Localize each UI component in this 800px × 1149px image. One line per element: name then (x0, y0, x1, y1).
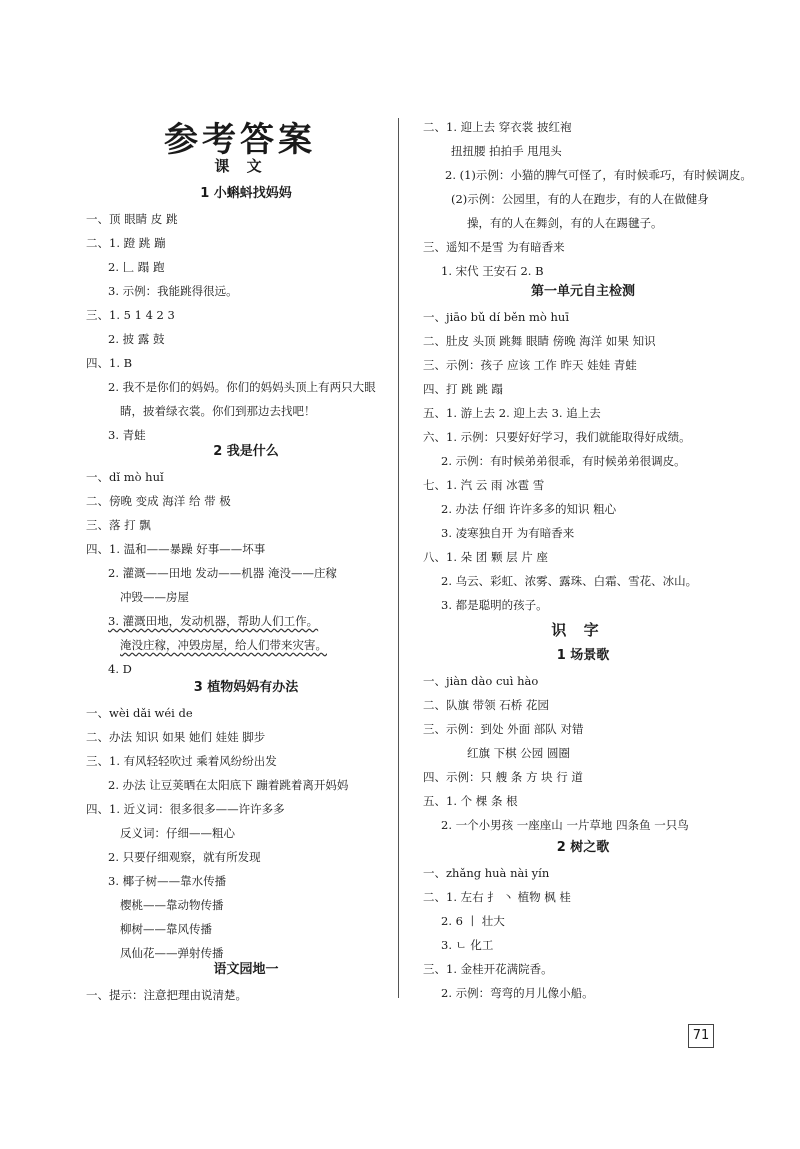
garden-heading-1: 语文园地一 (213, 962, 279, 977)
answer-line: 2. 披 露 鼓 (108, 332, 165, 346)
answer-line: 三、遥知不是雪 为有暗香来 (423, 240, 565, 254)
answer-line: 四、打 跳 跳 蹋 (423, 382, 503, 396)
answer-line: 2. 办法 让豆荚晒在太阳底下 蹦着跳着离开妈妈 (108, 778, 349, 792)
answer-line: 2. 乌云、彩虹、浓雾、露珠、白霜、雪花、冰山。 (441, 574, 698, 588)
answer-line: (2)示例：公园里，有的人在跑步，有的人在做健身 (451, 192, 709, 206)
answer-line: 二、1. 迎上去 穿衣裳 披红袍 (423, 120, 572, 134)
answer-line: 2. 一个小男孩 一座座山 一片草地 四条鱼 一只鸟 (441, 818, 689, 832)
answer-line: 2. 灌溉——田地 发动——机器 淹没——庄稼 (108, 566, 337, 580)
answer-line: 四、1. B (86, 356, 133, 370)
answer-line: 一、顶 眼睛 皮 跳 (86, 212, 178, 226)
answer-line: 八、1. 朵 团 颗 层 片 座 (423, 550, 548, 564)
answer-line: 五、1. 游上去 2. 迎上去 3. 追上去 (423, 406, 601, 420)
shizi-heading-2: 2 树之歌 (556, 840, 610, 855)
answer-line: 2. 只要仔细观察，就有所发现 (108, 850, 261, 864)
lesson-heading-3: 3 植物妈妈有办法 (193, 680, 299, 695)
answer-line: 扭扭腰 拍拍手 甩甩头 (451, 144, 562, 158)
page-title: 参考答案 (164, 120, 316, 160)
answer-line: 一、dǐ mò huǐ (86, 470, 164, 484)
answer-line: 一、jiāo bǔ dí běn mò huī (423, 310, 570, 324)
answer-line: 一、wèi dǎi wéi de (86, 706, 193, 720)
answer-line: 一、提示：注意把理由说清楚。 (86, 988, 247, 1002)
answer-line: 2. 示例：弯弯的月儿像小船。 (441, 986, 594, 1000)
answer-line: 操，有的人在舞剑，有的人在踢毽子。 (467, 216, 663, 230)
answer-line: 红旗 下棋 公园 圆圈 (467, 746, 570, 760)
answer-line: 三、示例：到处 外面 部队 对错 (423, 722, 584, 736)
answer-line: 2. 6 丨 壮大 (441, 914, 505, 928)
section-heading-kewen: 课 文 (214, 157, 268, 175)
answer-line: 1. 宋代 王安石 2. B (441, 264, 544, 278)
answer-line: 2. (1)示例：小猫的脾气可怪了，有时候乖巧，有时候调皮。 (445, 168, 752, 182)
answer-line: 六、1. 示例：只要好好学习，我们就能取得好成绩。 (423, 430, 691, 444)
answer-line: 二、1. 蹬 跳 蹦 (86, 236, 166, 250)
answer-line: 四、1. 近义词：很多很多——许许多多 (86, 802, 285, 816)
answer-line-underlined: 3. 灌溉田地，发动机器，帮助人们工作。 (108, 614, 319, 628)
answer-line: 二、1. 左右 扌 丶 植物 枫 桂 (423, 890, 571, 904)
answer-line: 二、傍晚 变成 海洋 给 带 极 (86, 494, 231, 508)
answer-line: 3. 示例：我能跳得很远。 (108, 284, 238, 298)
answer-line: 4. D (108, 662, 132, 676)
answer-line: 樱桃——靠动物传播 (120, 898, 224, 912)
section-heading-shizi: 识 字 (551, 621, 605, 639)
answer-line: 三、示例：孩子 应该 工作 昨天 娃娃 青蛙 (423, 358, 637, 372)
answer-line: 四、1. 温和——暴躁 好事——坏事 (86, 542, 266, 556)
answer-line: 三、1. 有风轻轻吹过 乘着风纷纷出发 (86, 754, 277, 768)
answer-line: 3. 凌寒独自开 为有暗香来 (441, 526, 575, 540)
answer-line: 五、1. 个 棵 条 根 (423, 794, 518, 808)
answer-line-underlined: 淹没庄稼，冲毁房屋，给人们带来灾害。 (120, 638, 327, 652)
shizi-heading-1: 1 场景歌 (556, 648, 610, 663)
answer-line: 3. 青蛙 (108, 428, 146, 442)
answer-line: 2. 𠃊 蹋 跑 (108, 260, 165, 274)
answer-line: 二、队旗 带领 石桥 花园 (423, 698, 549, 712)
page-number: 71 (688, 1024, 714, 1048)
answer-line: 三、1. 金桂开花满院香。 (423, 962, 553, 976)
answer-line: 3. 椰子树——靠水传播 (108, 874, 227, 888)
answer-line: 二、肚皮 头顶 跳舞 眼睛 傍晚 海洋 如果 知识 (423, 334, 656, 348)
answer-line: 2. 示例：有时候弟弟很乖，有时候弟弟很调皮。 (441, 454, 686, 468)
answer-line: 2. 办法 仔细 许许多多的知识 粗心 (441, 502, 617, 516)
answer-line: 二、办法 知识 如果 她们 娃娃 脚步 (86, 730, 266, 744)
answer-line: 2. 我不是你们的妈妈。你们的妈妈头顶上有两只大眼 (108, 380, 376, 394)
answer-line: 七、1. 汽 云 雨 冰雹 雪 (423, 478, 545, 492)
answer-line: 一、zhǎng huà nài yín (423, 866, 550, 880)
unit-test-heading: 第一单元自主检测 (530, 284, 635, 299)
answer-line: 四、示例：只 艘 条 方 块 行 道 (423, 770, 583, 784)
column-divider (398, 118, 399, 998)
answer-line: 一、jiàn dào cuì hào (423, 674, 539, 688)
answer-line: 三、落 打 飘 (86, 518, 151, 532)
answer-line: 柳树——靠风传播 (120, 922, 212, 936)
lesson-heading-1: 1 小蝌蚪找妈妈 (200, 186, 292, 201)
answer-line: 凤仙花——弹射传播 (120, 946, 224, 960)
answer-line: 反义词：仔细——粗心 (120, 826, 235, 840)
answer-line: 睛，披着绿衣裳。你们到那边去找吧！ (120, 404, 316, 418)
answer-line: 3. 都是聪明的孩子。 (441, 598, 548, 612)
answer-line: 冲毁——房屋 (120, 590, 189, 604)
answer-line: 三、1. 5 1 4 2 3 (86, 308, 175, 322)
lesson-heading-2: 2 我是什么 (213, 444, 279, 459)
answer-line: 3. ㄴ 化工 (441, 938, 494, 952)
